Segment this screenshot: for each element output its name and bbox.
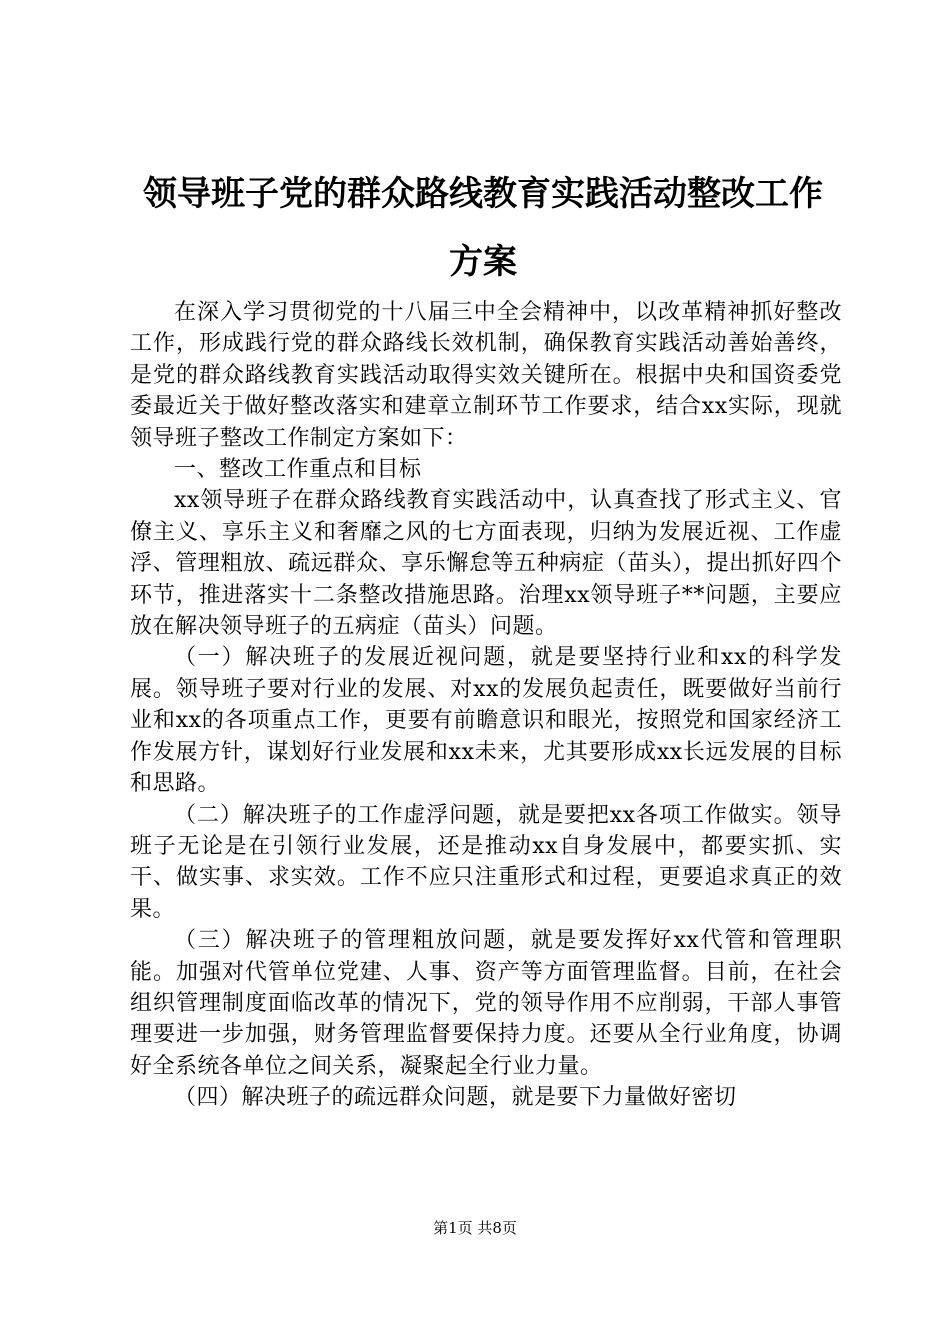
section-heading: 一、整改工作重点和目标: [174, 457, 422, 483]
page-number-footer: 第1页 共8页: [433, 1219, 517, 1237]
body-paragraph: （一）解决班子的发展近视问题，就是要坚持行业和xx的科学发展。领导班子要对行业的发展、对xx的发展负起责任，既要做好当前行业和xx的各项重点工作，更要有前瞻意识和眼光，按照党和国家经济工作发展方针，谋划好行业发展和xx未来，尤其要形成xx长远发展的目标和思路。: [130, 645, 842, 797]
body-paragraph: （四）解决班子的疏远群众问题，就是要下力量做好密切: [174, 1085, 737, 1111]
document-title: 领导班子党的群众路线教育实践活动整改工作方案: [143, 174, 823, 282]
document-body: [130, 297, 842, 1114]
body-paragraph: xx领导班子在群众路线教育实践活动中，认真查找了形式主义、官僚主义、享乐主义和奢靡之风的七方面表现，归纳为发展近视、工作虚浮、管理粗放、疏远群众、享乐懈怠等五种病症（苗头），提出抓好四个环节，推进落实十二条整改措施思路。治理xx领导班子**问题，主要应放在解决领导班子的五病症（苗头）问题。: [130, 488, 842, 640]
body-paragraph: （二）解决班子的工作虚浮问题，就是要把xx各项工作做实。领导班子无论是在引领行业发展，还是推动xx自身发展中，都要实抓、实干、做实事、求实效。工作不应只注重形式和过程，更要追求真正的效果。: [130, 802, 842, 922]
intro-paragraph: 在深入学习贯彻党的十八届三中全会精神中，以改革精神抓好整改工作，形成践行党的群众路线长效机制，确保教育实践活动善始善终，是党的群众路线教育实践活动取得实效关键所在。根据中央和国资委党委最近关于做好整改落实和建章立制环节工作要求，结合xx实际，现就领导班子整改工作制定方案如下：: [130, 300, 842, 451]
body-paragraph: （三）解决班子的管理粗放问题，就是要发挥好xx代管和管理职能。加强对代管单位党建、人事、资产等方面管理监督。目前，在社会组织管理制度面临改革的情况下，党的领导作用不应削弱，干部人事管理要进一步加强，财务管理监督要保持力度。还要从全行业角度，协调好全系统各单位之间关系，凝聚起全行业力量。: [130, 928, 842, 1079]
